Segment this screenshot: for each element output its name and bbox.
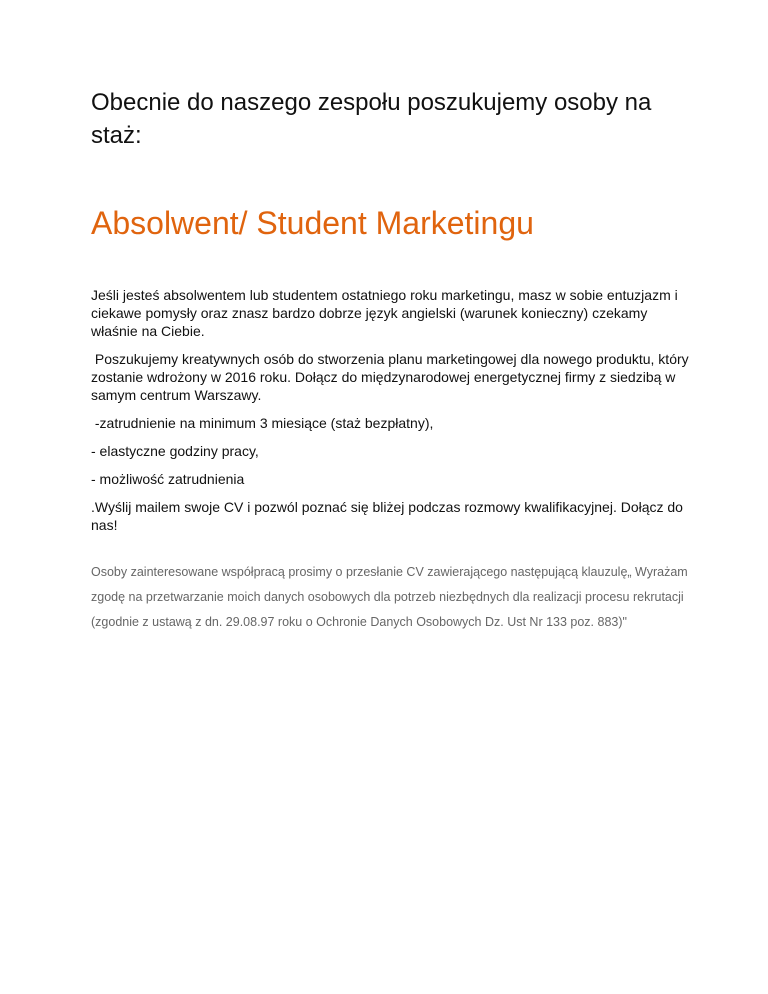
benefit-item-employment: - możliwość zatrudnienia [91,471,245,487]
job-title: Absolwent/ Student Marketingu [91,205,534,241]
page-heading: Obecnie do naszego zespołu poszukujemy osoby na staż: [91,89,652,149]
intro-paragraph: Jeśli jesteś absolwentem lub studentem ostatniego roku marketingu, masz w sobie entuzjazm i ciekawe pomysły oraz znasz bardzo dobrze język angielski (warunek konieczny) czekamy właśnie na Ciebie. [91,287,678,339]
document-page [91,86,691,635]
consent-clause: Osoby zainteresowane współpracą prosimy o przesłanie CV zawierającego następującą klauzulę„ Wyrażam zgodę na przetwarzanie moich danych osobowych dla potrzeb niezbędnych dla realizacji procesu rekrutacji (zgodnie z ustawą z dn. 29.08.97 roku o Ochronie Danych Osobowych Dz. Ust Nr 133 poz. 883)" [91,565,688,629]
apply-paragraph: .Wyślij mailem swoje CV i pozwól poznać się bliżej podczas rozmowy kwalifikacyjnej. Dołącz do nas! [91,499,683,533]
benefit-item-hours: - elastyczne godziny pracy, [91,443,259,459]
description-paragraph: Poszukujemy kreatywnych osób do stworzenia planu marketingowej dla nowego produktu, który zostanie wdrożony w 2016 roku. Dołącz do międzynarodowej energetycznej firmy z siedzibą w samym centrum Warszawy. [91,351,693,403]
benefit-item-duration: -zatrudnienie na minimum 3 miesiące (staż bezpłatny), [91,415,434,431]
